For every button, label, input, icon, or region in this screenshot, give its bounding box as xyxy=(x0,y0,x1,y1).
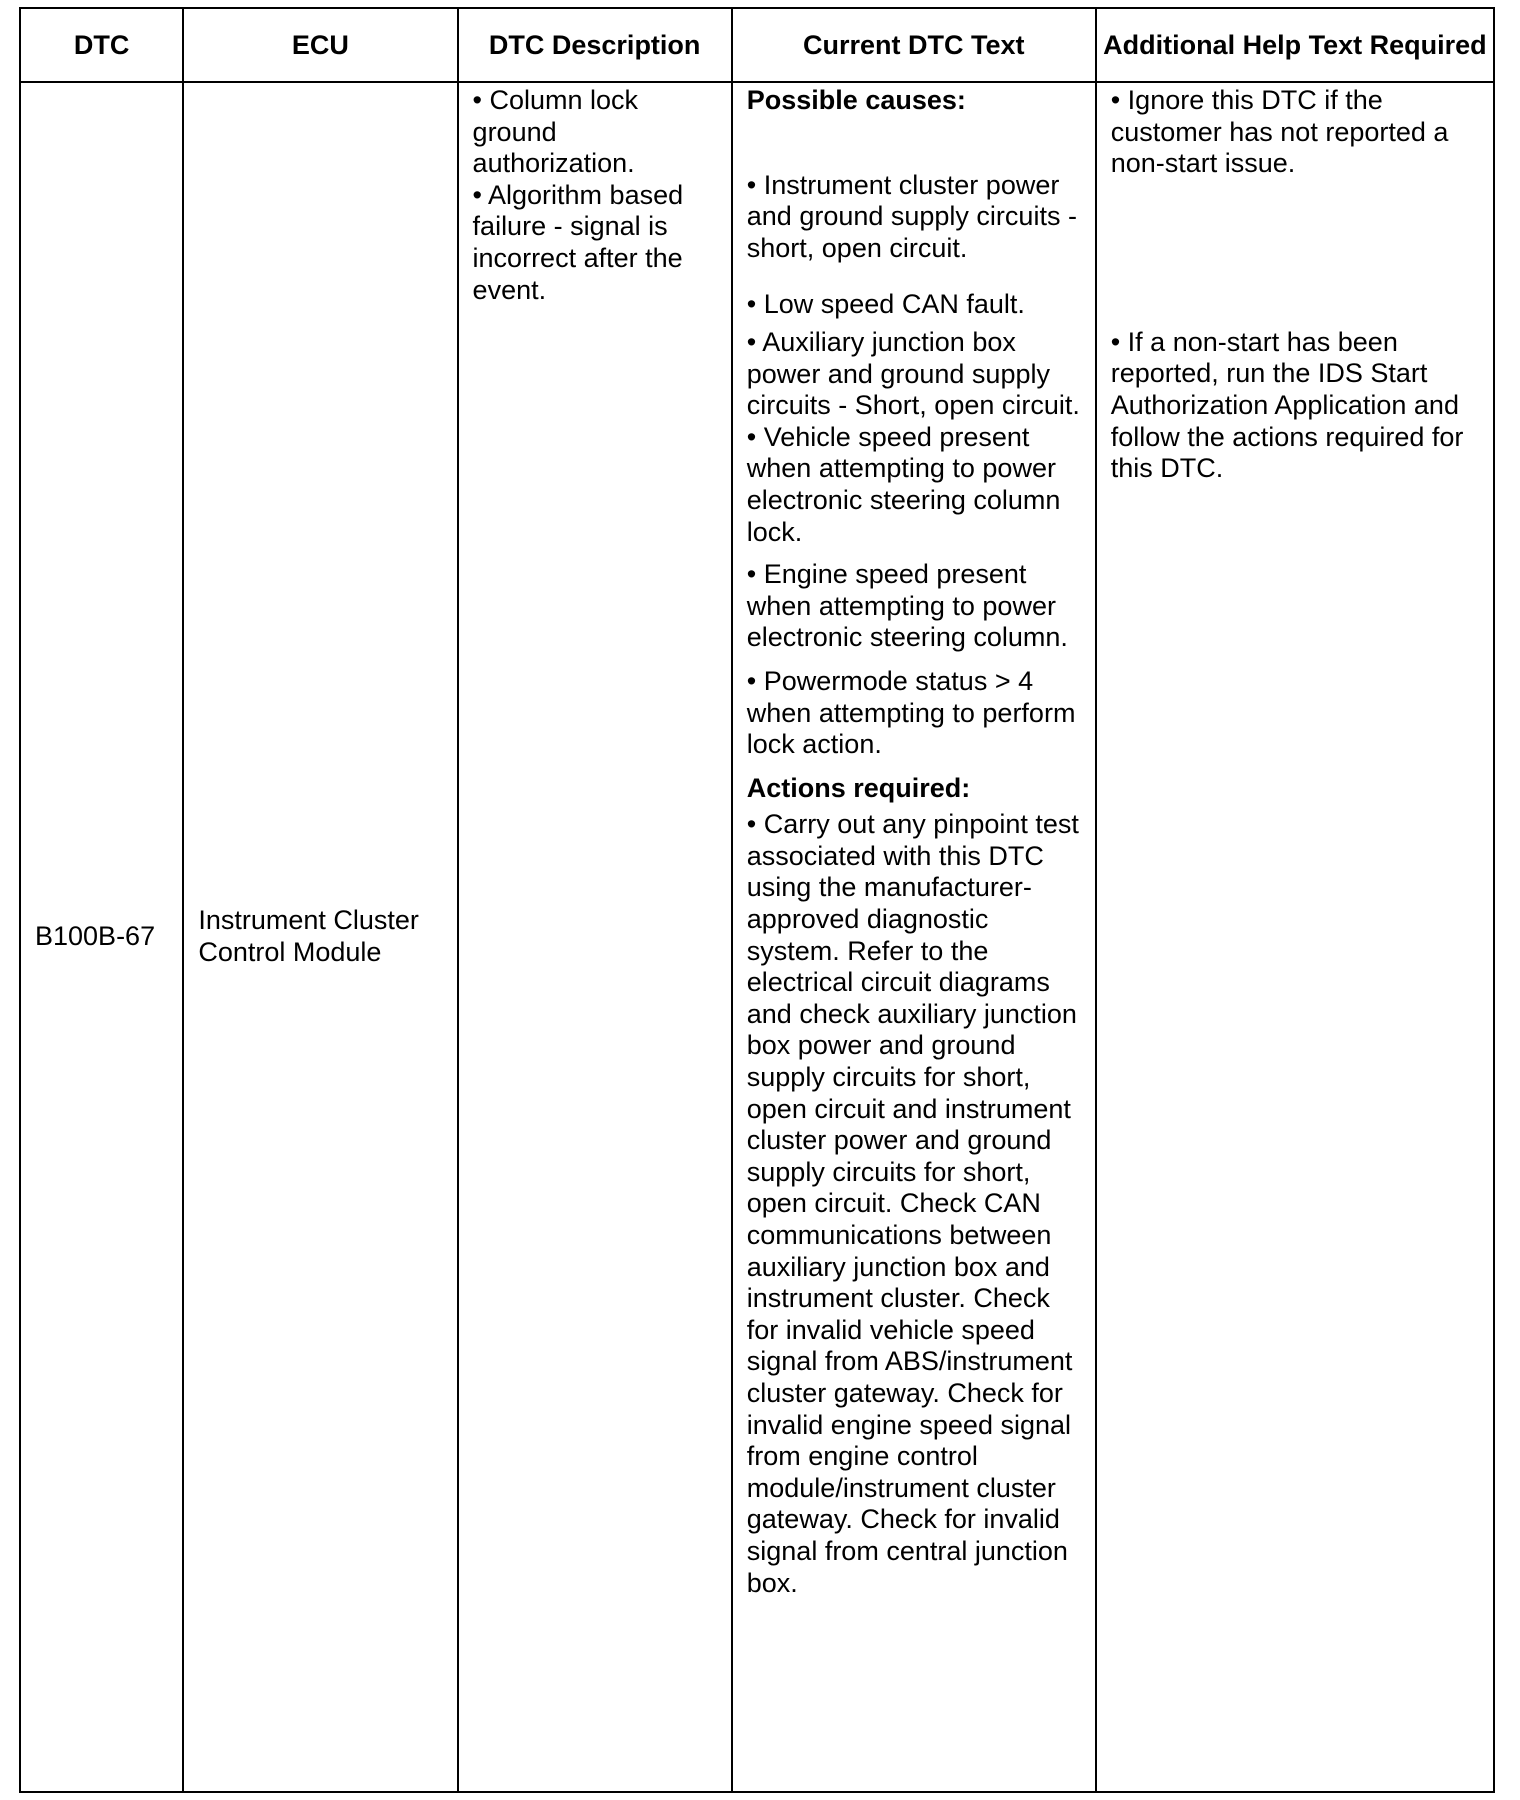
cause-item: • Engine speed present when attempting to power electronic steering column. xyxy=(746,559,1068,653)
table-row xyxy=(20,82,1494,1792)
cell-current-dtc-text xyxy=(732,82,1096,1792)
description-line: • Column lock ground authorization. xyxy=(472,85,639,179)
cause-item: • Powermode status > 4 when attempting to perform lock action. xyxy=(746,665,1076,760)
cell-ecu: Instrument Cluster Control Module xyxy=(183,82,457,1792)
header-dtc: DTC xyxy=(20,8,183,82)
dtc-table xyxy=(19,7,1495,1793)
cell-additional-help-text xyxy=(1096,82,1494,1792)
cause-item: • Low speed CAN fault. xyxy=(746,289,1025,320)
cell-dtc-description xyxy=(458,82,732,1792)
cause-item: • Instrument cluster power and ground supply circuits - short, open circuit. xyxy=(746,169,1077,263)
actions-required-heading: Actions required: xyxy=(746,772,971,803)
possible-causes-heading: Possible causes: xyxy=(746,85,966,115)
cause-item: • Vehicle speed present when attempting to power electronic steering column lock. xyxy=(746,421,1061,547)
header-ecu: ECU xyxy=(183,8,457,82)
help-text-item: • Ignore this DTC if the customer has not reported a non-start issue. xyxy=(1110,85,1449,179)
description-line: • Algorithm based failure - signal is incorrect after the event. xyxy=(472,179,684,305)
header-dtc-description: DTC Description xyxy=(458,8,732,82)
help-text-item: • If a non-start has been reported, run the IDS Start Authorization Application and follow the actions required for this DTC. xyxy=(1110,326,1464,484)
cause-item: • Auxiliary junction box power and ground supply circuits - Short, open circuit. xyxy=(746,326,1080,421)
action-item: • Carry out any pinpoint test associated with this DTC using the manufacturer-approved diagnostic system. Refer to the electrical circuit diagrams and check auxiliary junction box power and ground supply circuits for short, open circuit and instrument cluster power and ground supply circuits for short, open circuit. Check CAN communications between auxiliary junction box and instrument cluster. Check for invalid vehicle speed signal from ABS/instrument cluster gateway. Check for invalid engine speed signal from engine control module/instrument cluster gateway. Check for invalid signal from central junction box. xyxy=(746,809,1079,1598)
table-header-row xyxy=(20,8,1494,82)
cell-dtc-code: B100B-67 xyxy=(20,82,183,1792)
header-current-dtc-text: Current DTC Text xyxy=(732,8,1096,82)
header-additional-help-text: Additional Help Text Required xyxy=(1096,8,1494,82)
